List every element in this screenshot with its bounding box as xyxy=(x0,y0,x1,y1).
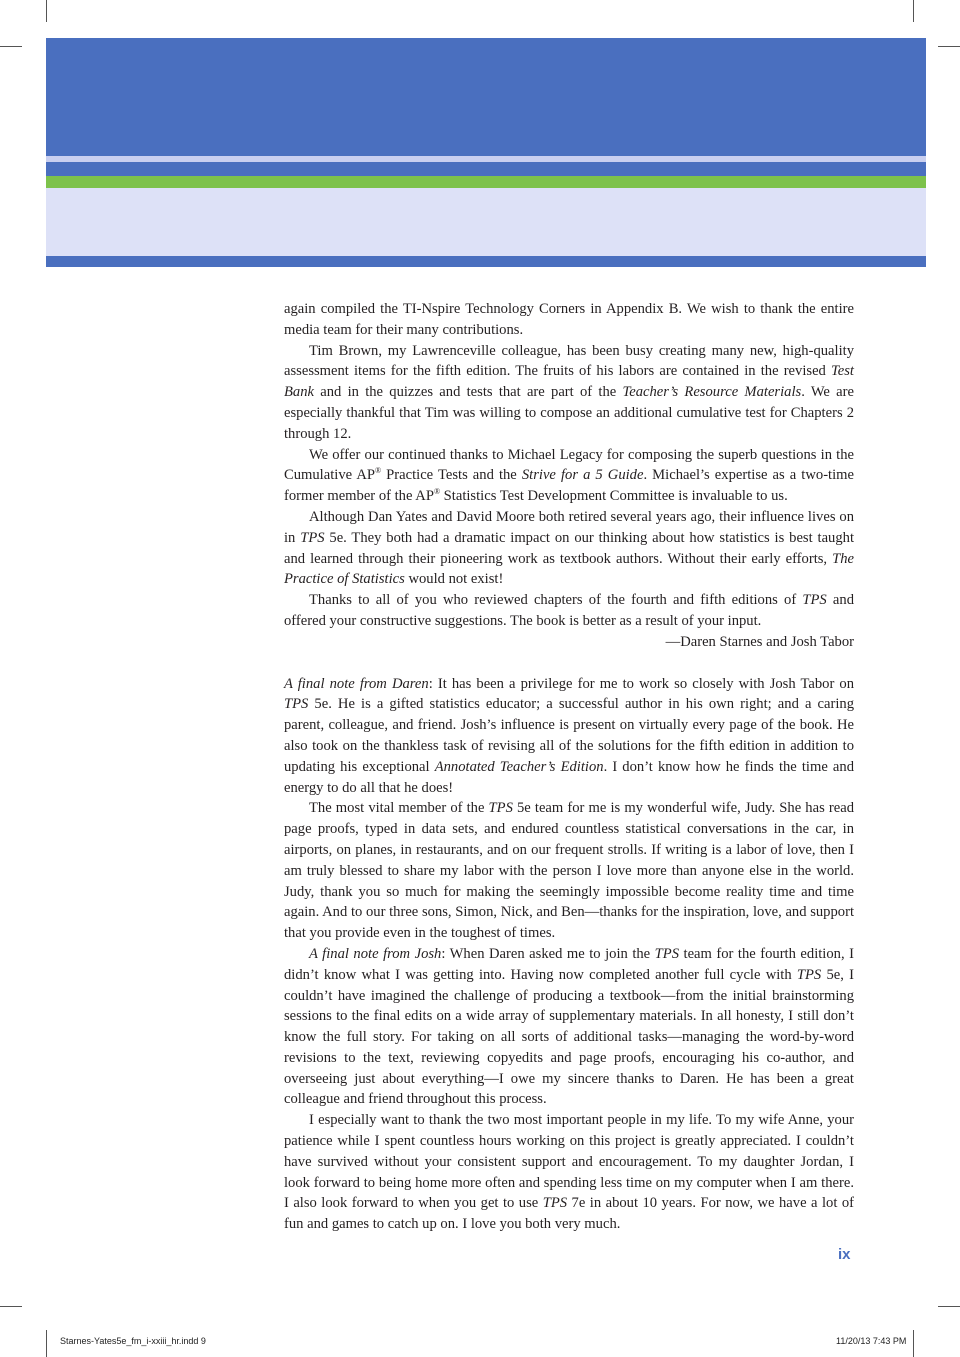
paragraph xyxy=(284,1110,854,1235)
header-lavender-band xyxy=(46,188,926,256)
paragraph xyxy=(284,341,854,445)
text-run: . We are especially thankful that Tim was willing to compose an additional cumulative test for Chapters 2 through 12. xyxy=(284,384,854,442)
paragraph xyxy=(284,590,854,632)
text-run: 5e team for me is my wonderful wife, Judy. She has read page proofs, typed in data sets, and endured countless statistical conversations in the car, in airports, on planes, in restaurants, and on our frequent strolls. If writing is a labor of love, then I am truly blessed to share my labor with the person I love more than anyone else in the world. Judy, thank you so much for making the seemingly impossible become reality time and time again. And to our three sons, Simon, Nick, and Ben—thanks for the inspiration, love, and support that you provide even in the toughest of times. xyxy=(284,800,854,942)
italic-text: TPS xyxy=(488,800,513,817)
text-run: 7e in about 10 years. For now, we have a lot of fun and games to catch up on. I love you both very much. xyxy=(284,1195,854,1233)
crop-mark xyxy=(913,1330,914,1357)
italic-text: Teacher’s Resource Materials xyxy=(622,384,802,401)
italic-text: TPS xyxy=(654,945,679,962)
page-number: ix xyxy=(838,1246,851,1263)
paragraph xyxy=(284,944,854,1110)
italic-text: A final note from Daren xyxy=(284,675,429,692)
text-run: Thanks to all of you who reviewed chapters of the fourth and fifth editions of xyxy=(309,592,803,609)
text-run: and in the quizzes and tests that are part of the xyxy=(314,384,623,401)
text-run: Although Dan Yates and David Moore both retired several years ago, their influence lives on in xyxy=(284,508,854,546)
text-run: 5e. He is a gifted statistics educator; a successful author in his own right; and a caring parent, colleague, and friend. Josh’s influence is present on virtually every page of the book. He also took on the thankless task of revising all of the solutions for the fifth edition in addition to updating his exceptional xyxy=(284,696,854,775)
header-stripe xyxy=(46,256,926,267)
text-run: 5e. They both had a dramatic impact on our thinking about how statistics is best taught and learned through their pioneering work as textbook authors. Without their early efforts, xyxy=(284,529,854,567)
header-stripe xyxy=(46,162,926,176)
text-run: I especially want to thank the two most important people in my life. To my wife Anne, your patience while I spent countless hours working on this project is greatly appreciated. I couldn’t have survived without your consistent support and encouragement. To my daughter Jordan, I look forward to being home more often and spending less time on my computer when I am there. I also look forward to when you get to use xyxy=(284,1112,854,1212)
paragraph xyxy=(284,674,854,799)
text-run: : When Daren asked me to join the xyxy=(441,945,655,962)
italic-text: TPS xyxy=(284,696,309,713)
registered-mark: ® xyxy=(433,487,441,497)
italic-text: A final note from Josh xyxy=(309,945,442,962)
header-green-stripe xyxy=(46,176,926,188)
crop-mark xyxy=(46,1330,47,1357)
crop-mark xyxy=(938,1306,960,1307)
paragraph xyxy=(284,798,854,944)
paragraph xyxy=(284,299,854,341)
text-run: again compiled the TI-Nspire Technology Corners in Appendix B. We wish to thank the entire media team for their many contributions. xyxy=(284,301,854,338)
italic-text: TPS xyxy=(796,966,822,983)
paragraph xyxy=(284,445,854,507)
text-run: We offer our continued thanks to Michael Legacy for composing the superb questions in the Cumulative AP xyxy=(284,446,854,484)
italic-text: TPS xyxy=(300,529,325,546)
italic-text: Test Bank xyxy=(284,363,854,401)
italic-text: TPS xyxy=(802,592,827,609)
text-run: . I don’t know how he finds the time and energy to do all that he does! xyxy=(284,758,855,796)
slug-filename: Starnes-Yates5e_fm_i-xxiii_hr.indd 9 xyxy=(60,1336,206,1346)
body-text xyxy=(284,299,854,1235)
text-run: . Michael’s expertise as a two-time former member of the AP xyxy=(284,467,854,505)
signature xyxy=(284,632,854,653)
paragraph xyxy=(284,507,854,590)
text-run: : It has been a privilege for me to work so closely with Josh Tabor on xyxy=(428,675,855,692)
text-run: Practice Tests and the xyxy=(381,467,522,484)
italic-text: TPS xyxy=(542,1195,568,1212)
registered-mark: ® xyxy=(375,466,382,476)
italic-text: Strive for a 5 Guide xyxy=(521,467,644,484)
header-banner xyxy=(46,38,926,156)
text-run: Statistics Test Development Committee is invaluable to us. xyxy=(440,488,788,505)
text-run: team for the fourth edition, I didn’t know what I was getting into. Having now completed another full cycle with xyxy=(284,945,854,983)
text-run: Tim Brown, my Lawrenceville colleague, has been busy creating many new, high-quality assessment items for the fifth edition. The fruits of his labors are contained in the revised xyxy=(284,342,854,380)
text-run: —Daren Starnes and Josh Tabor xyxy=(665,633,854,650)
crop-mark xyxy=(46,0,47,22)
slug-timestamp: 11/20/13 7:43 PM xyxy=(836,1336,907,1346)
italic-text: The Practice of Statistics xyxy=(284,550,854,588)
text-run: 5e, I couldn’t have imagined the challenge of producing a textbook—from the initial brainstorming sessions to the final edits on a wide array of supplementary materials. In all honesty, I still don’t know the full story. For taking on all sorts of additional tasks—managing the word-by-word revisions to the text, reviewing copyedits and page proofs, encouraging his co-author, and overseeing just about everything—I owe my sincere thanks to Daren. He has been a great colleague and friend throughout this process. xyxy=(284,966,854,1108)
text-run: would not exist! xyxy=(404,571,504,588)
text-run: The most vital member of the xyxy=(309,800,489,817)
italic-text: Annotated Teacher’s Edition xyxy=(434,758,604,775)
paragraph-gap xyxy=(284,653,854,674)
crop-mark xyxy=(0,46,22,47)
crop-mark xyxy=(913,0,914,22)
text-run: and offered your constructive suggestions. The book is better as a result of your input. xyxy=(284,592,854,629)
crop-mark xyxy=(0,1306,22,1307)
crop-mark xyxy=(938,46,960,47)
